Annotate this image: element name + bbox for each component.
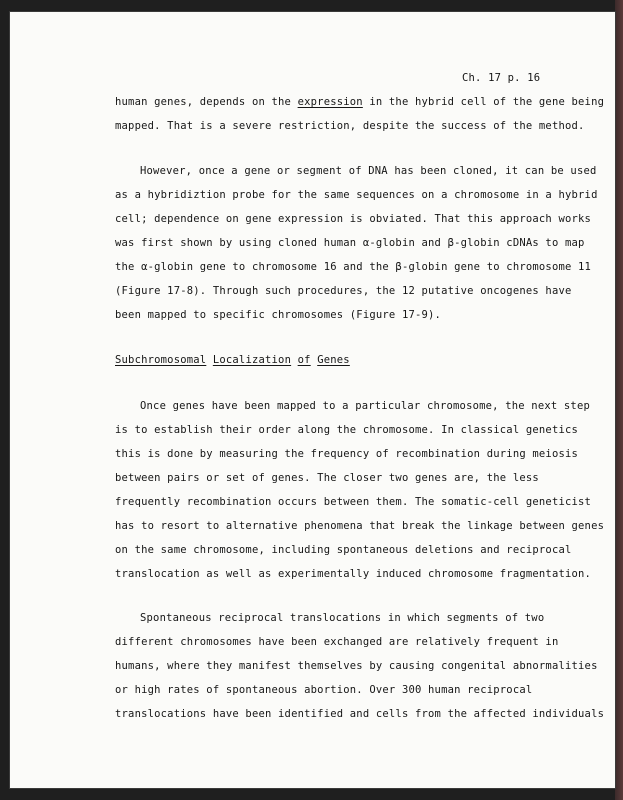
p3-line-6: has to resort to alternative phenomena that break the linkage between genes [115, 520, 605, 532]
p2-line-6: (Figure 17-8). Through such procedures, the 12 putative oncogenes have [115, 285, 572, 297]
p3-line-7: on the same chromosome, including spontaneous deletions and reciprocal [115, 544, 572, 556]
p4-line-1: Spontaneous reciprocal translocations in which segments of two [140, 612, 545, 624]
p3-line-2: is to establish their order along the chromosome. In classical genetics [115, 424, 579, 436]
p2-line-5: the α-globin gene to chromosome 16 and the β-globin gene to chromosome 11 [115, 261, 592, 273]
binder-edge [615, 0, 623, 800]
p2-line-3: cell; dependence on gene expression is obviated. That this approach works [115, 213, 592, 225]
p4-line-2: different chromosomes have been exchanged are relatively frequent in [115, 636, 559, 648]
page-text [10, 12, 615, 788]
expression-word: expression [297, 96, 363, 108]
p2-line-2: as a hybridiztion probe for the same sequences on a chromosome in a hybrid [115, 189, 598, 201]
p3-line-5: frequently recombination occurs between them. The somatic-cell geneticist [115, 496, 592, 508]
p3-line-4: between pairs or set of genes. The closer two genes are, the less [115, 472, 539, 484]
p3-line-8: translocation as well as experimentally induced chromosome fragmentation. [115, 568, 592, 580]
page-reference: Ch. 17 p. 16 [462, 72, 541, 84]
p2-line-1: However, once a gene or segment of DNA has been cloned, it can be used [140, 165, 597, 177]
p2-line-7: been mapped to specific chromosomes (Figure 17-9). [115, 309, 442, 321]
p4-line-5: translocations have been identified and cells from the affected individuals [115, 708, 605, 720]
p3-line-3: this is done by measuring the frequency of recombination during meiosis [115, 448, 579, 460]
p4-line-3: humans, where they manifest themselves by causing congenital abnormalities [115, 660, 598, 672]
section-heading: Subchromosomal Localization of Genes [115, 354, 350, 366]
p1-line-1: human genes, depends on the expression in the hybrid cell of the gene being [115, 96, 605, 108]
p1-line-2: mapped. That is a severe restriction, despite the success of the method. [115, 120, 585, 132]
p2-line-4: was first shown by using cloned human α-globin and β-globin cDNAs to map [115, 237, 585, 249]
p4-line-4: or high rates of spontaneous abortion. Over 300 human reciprocal [115, 684, 533, 696]
p3-line-1: Once genes have been mapped to a particular chromosome, the next step [140, 400, 590, 412]
document-page [10, 12, 615, 788]
